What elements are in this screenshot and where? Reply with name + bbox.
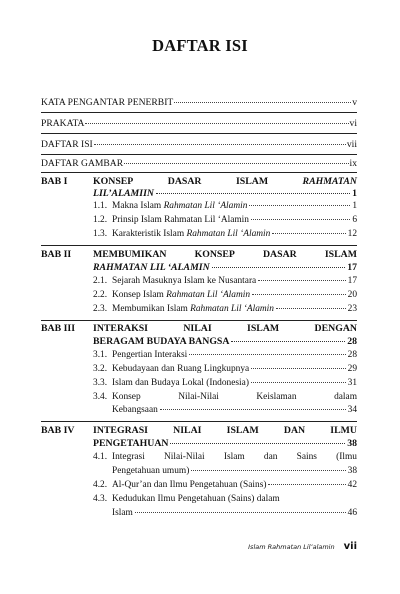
chapter-title-word: ISLAM: [226, 425, 259, 436]
toc-entry-label: DAFTAR GAMBAR: [41, 158, 124, 169]
section-title: Prinsip Islam Rahmatan Lil ‘Alamin: [112, 215, 249, 225]
chapter-title-word: NILAI: [183, 323, 212, 334]
chapter-title-word: DENGAN: [314, 323, 357, 334]
toc-entry-label: KATA PENGANTAR PENERBIT: [41, 97, 174, 108]
section-entry[interactable]: [93, 350, 357, 360]
dot-leader: [252, 294, 346, 295]
dot-leader: [251, 219, 350, 220]
section-number: 2.3.: [93, 304, 108, 314]
chapter-title-word: ISLAM: [324, 249, 357, 260]
section-number: 2.1.: [93, 276, 108, 286]
toc-entry-page: vi: [349, 118, 357, 129]
section-number: 1.3.: [93, 229, 108, 239]
chapter-page: 28: [347, 336, 357, 347]
toc-entry-label: PRAKATA: [41, 118, 85, 129]
dot-leader: [174, 102, 351, 103]
dot-leader: [212, 267, 346, 268]
chapter-title-word: ISLAM: [247, 323, 280, 334]
section-entry[interactable]: [93, 392, 357, 402]
section-number: 4.2.: [93, 480, 108, 490]
divider: [41, 320, 357, 321]
dot-leader: [258, 280, 345, 281]
divider: [41, 154, 357, 155]
section-entry-cont[interactable]: [112, 405, 357, 415]
chapter-page: 17: [347, 262, 357, 273]
chapter-title-word: DASAR: [167, 176, 202, 187]
dot-leader: [268, 484, 345, 485]
dot-leader: [231, 341, 345, 342]
section-page: 12: [347, 229, 357, 239]
toc-entry-page: vii: [346, 139, 357, 150]
section-title: Islam dan Budaya Lokal (Indonesia): [112, 378, 249, 388]
dot-leader: [251, 368, 345, 369]
chapter-label: BAB II: [41, 249, 72, 260]
section-number: 4.1.: [93, 452, 108, 462]
page-title: DAFTAR ISI: [152, 36, 248, 55]
divider: [41, 133, 357, 134]
dot-leader: [156, 193, 350, 194]
section-entry[interactable]: [93, 480, 357, 490]
toc-entry[interactable]: [41, 97, 357, 108]
section-title: Konsep Islam Rahmatan Lil ‘Alamin: [112, 290, 251, 300]
section-entry[interactable]: [93, 290, 357, 300]
section-page: 38: [347, 466, 357, 476]
section-title-cont: Pengetahuan umum): [112, 466, 190, 476]
section-page: 34: [347, 405, 357, 415]
toc-entry[interactable]: [41, 139, 357, 150]
chapter-label: BAB III: [41, 323, 76, 334]
chapter-title-line[interactable]: [93, 176, 357, 187]
chapter-title-word: INTEGRASI: [93, 425, 148, 436]
chapter-title-cont: RAHMATAN LIL ‘ALAMIN: [93, 262, 210, 273]
chapter-title-line[interactable]: [93, 336, 357, 347]
section-page: 29: [347, 364, 357, 374]
section-number: 1.2.: [93, 215, 108, 225]
section-entry-cont[interactable]: [112, 466, 357, 476]
divider: [41, 172, 357, 173]
dot-leader: [191, 470, 345, 471]
section-title: Kebudayaan dan Ruang Lingkupnya: [112, 364, 250, 374]
page-number: vii: [343, 541, 357, 552]
chapter-title-word: RAHMATAN: [302, 176, 357, 187]
section-title: Karakteristik Islam Rahmatan Lil ‘Alamin: [112, 229, 271, 239]
chapter-title-line[interactable]: [93, 188, 357, 199]
section-title: Kedudukan Ilmu Pengetahuan (Sains) dalam: [112, 494, 280, 504]
section-page: 31: [347, 378, 357, 388]
section-number: 2.2.: [93, 290, 108, 300]
section-entry[interactable]: [93, 364, 357, 374]
chapter-title-word: ILMU: [330, 425, 357, 436]
section-number: 4.3.: [93, 494, 108, 504]
section-title-cont: Islam: [112, 508, 133, 518]
toc-entry-page: ix: [349, 158, 357, 169]
section-title: Makna Islam Rahmatan Lil ‘Alamin: [112, 201, 248, 211]
chapter-title-cont: BERAGAM BUDAYA BANGSA: [93, 336, 230, 347]
dot-leader: [272, 233, 345, 234]
divider: [41, 245, 357, 246]
section-entry[interactable]: [93, 229, 357, 239]
dot-leader: [249, 205, 350, 206]
section-page: 46: [347, 508, 357, 518]
chapter-page: 1: [352, 188, 357, 199]
section-page: 17: [347, 276, 357, 286]
chapter-title-word: MEMBUMIKAN: [93, 249, 167, 260]
chapter-title-cont: PENGETAHUAN: [93, 438, 169, 449]
chapter-page: 38: [347, 438, 357, 449]
chapter-title-line[interactable]: [93, 262, 357, 273]
section-number: 3.4.: [93, 392, 108, 402]
section-title: Integrasi Nilai-Nilai Islam dan Sains (Ilmu: [112, 452, 357, 462]
section-page: 1: [352, 201, 357, 211]
section-page: 20: [347, 290, 357, 300]
chapter-title-cont: LIL’ALAMIIN: [93, 188, 154, 199]
dot-leader: [189, 354, 345, 355]
section-entry[interactable]: [93, 304, 357, 314]
chapter-title-line[interactable]: [93, 323, 357, 334]
section-title: Konsep Nilai-Nilai Keislaman dalam: [112, 392, 357, 402]
dot-leader: [85, 123, 348, 124]
divider: [41, 112, 357, 113]
divider: [41, 421, 357, 422]
toc-entry[interactable]: [41, 118, 357, 129]
section-entry-cont[interactable]: [112, 508, 357, 518]
section-page: 23: [347, 304, 357, 314]
running-title: Islam Rahmatan Lil’alamin: [248, 543, 335, 551]
section-entry[interactable]: [93, 215, 357, 225]
section-entry[interactable]: [93, 494, 357, 504]
section-number: 3.3.: [93, 378, 108, 388]
chapter-title-word: INTERAKSI: [93, 323, 148, 334]
chapter-title-word: DAN: [283, 425, 306, 436]
chapter-title-line[interactable]: [93, 438, 357, 449]
section-title: Al-Qur’an dan Ilmu Pengetahuan (Sains): [112, 480, 267, 490]
chapter-title-line[interactable]: [93, 249, 357, 260]
toc-entry[interactable]: [41, 158, 357, 169]
section-entry[interactable]: [93, 378, 357, 388]
chapter-title-word: NILAI: [173, 425, 202, 436]
dot-leader: [94, 144, 346, 145]
section-title: Sejarah Masuknya Islam ke Nusantara: [112, 276, 257, 286]
dot-leader: [160, 409, 346, 410]
chapter-label: BAB IV: [41, 425, 75, 436]
chapter-title-line[interactable]: [93, 425, 357, 436]
section-entry[interactable]: [93, 201, 357, 211]
section-title: Membumikan Islam Rahmatan Lil ‘Alamin: [112, 304, 274, 314]
dot-leader: [170, 443, 345, 444]
section-title: Pengertian Interaksi: [112, 350, 188, 360]
chapter-label: BAB I: [41, 176, 68, 187]
toc-entry-label: DAFTAR ISI: [41, 139, 93, 150]
section-entry[interactable]: [93, 276, 357, 286]
section-page: 42: [347, 480, 357, 490]
dot-leader: [135, 512, 346, 513]
chapter-title-word: KONSEP: [93, 176, 134, 187]
chapter-title-word: KONSEP: [194, 249, 235, 260]
chapter-title-word: DASAR: [262, 249, 297, 260]
dot-leader: [276, 308, 346, 309]
section-title-cont: Kebangsaan: [112, 405, 158, 415]
section-number: 3.1.: [93, 350, 108, 360]
dot-leader: [251, 382, 346, 383]
section-number: 3.2.: [93, 364, 108, 374]
page-footer: [248, 541, 357, 552]
section-entry[interactable]: [93, 452, 357, 462]
dot-leader: [124, 163, 348, 164]
section-page: 6: [352, 215, 357, 225]
toc-entry-page: v: [352, 97, 357, 108]
section-page: 28: [347, 350, 357, 360]
chapter-title-word: ISLAM: [235, 176, 269, 187]
section-number: 1.1.: [93, 201, 108, 211]
